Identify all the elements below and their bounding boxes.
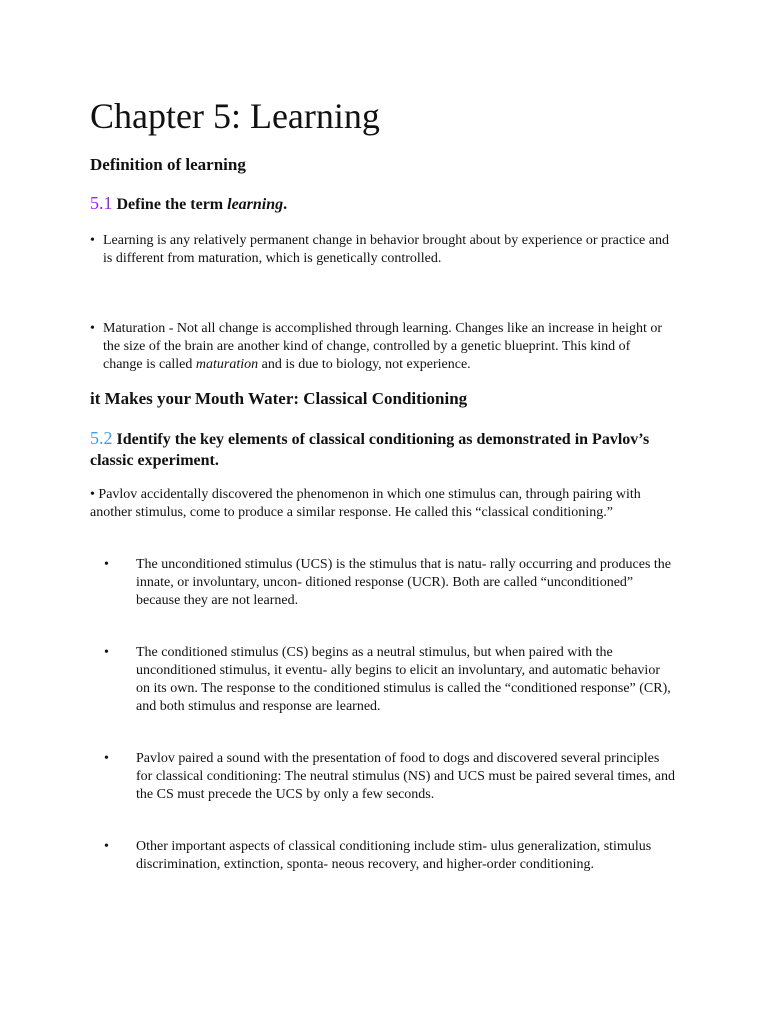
bullet-marker: •	[104, 645, 109, 660]
intro-paragraph: • Pavlov accidentally discovered the phenomenon in which one stimulus can, through pairing with another stimulus, come to produce a similar response. He called this “classical conditioning.”	[90, 487, 641, 520]
definition-heading: Definition of learning	[90, 155, 246, 174]
bullet-text: Maturation - Not all change is accomplished through learning. Changes like an increase in height or the size of the brain are another kind of change, controlled by a genetic blueprint. This kind of change is called	[103, 321, 663, 372]
objective-5-2	[90, 428, 690, 471]
maturation-bullet	[90, 320, 673, 374]
definition-bullet	[90, 232, 673, 268]
objective-5-1	[90, 193, 287, 215]
section-heading: it Makes your Mouth Water: Classical Conditioning	[90, 389, 468, 408]
list-item-text: Pavlov paired a sound with the presentation of food to dogs and discovered several principles for classical conditioning: The neutral stimulus (NS) and UCS must be paired several times, and the CS must precede the UCS by only a few seconds.	[136, 751, 676, 802]
bullet-marker: •	[90, 233, 95, 248]
list-item-text: The conditioned stimulus (CS) begins as a neutral stimulus, but when paired with the unconditioned stimulus, it eventu- ally begins to elicit an involuntary, and automatic behavior on its own. The response to the conditioned stimulus is called the “conditioned response” (CR), and both stimulus and response are learned.	[136, 645, 671, 714]
list-item-text: The unconditioned stimulus (UCS) is the stimulus that is natu- rally occurring and produces the innate, or involuntary, uncon- ditioned response (UCR). Both are called “unconditioned” because they are not learned.	[136, 557, 672, 608]
bullet-marker: •	[104, 751, 109, 766]
bullet-marker: •	[104, 557, 109, 572]
objective-punct: .	[283, 196, 288, 213]
objective-text: Identify the key elements of classical conditioning as demonstrated in Pavlov’s classic experiment.	[90, 431, 650, 469]
bullet-text: Learning is any relatively permanent change in behavior brought about by experience or practice and is different from maturation, which is genetically controlled.	[103, 233, 669, 266]
objective-number: 5.1	[90, 193, 113, 213]
chapter-title: Chapter 5: Learning	[90, 96, 380, 136]
bullet-marker: •	[104, 839, 109, 854]
bullet-text-end: and is due to biology, not experience.	[258, 357, 471, 372]
list-item	[104, 750, 676, 804]
objective-text: Define the term	[116, 196, 228, 213]
list-item	[104, 838, 676, 874]
objective-term: learning	[227, 196, 284, 213]
list-item	[104, 644, 676, 716]
list-item-text: Other important aspects of classical conditioning include stim- ulus generalization, stimulus discrimination, extinction, sponta- neous recovery, and higher-order conditioning.	[136, 839, 652, 872]
bullet-term: maturation	[195, 357, 259, 372]
bullet-marker: •	[90, 321, 95, 336]
list-item	[104, 556, 676, 610]
objective-number: 5.2	[90, 428, 113, 448]
